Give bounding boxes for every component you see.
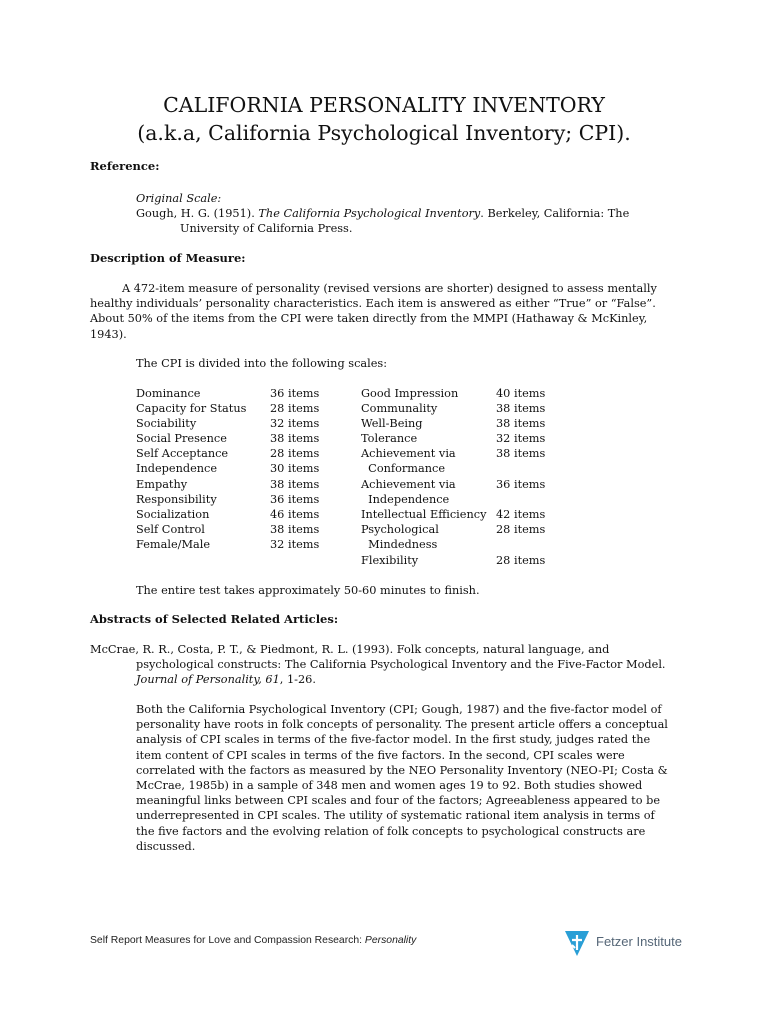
description-heading: Description of Measure: (90, 251, 246, 265)
original-scale-label: Original Scale: (136, 192, 222, 205)
footer-text (90, 935, 416, 946)
scale-name: Self Acceptance (136, 447, 229, 460)
scale-name-continued: Mindedness (361, 538, 438, 551)
scale-name: Intellectual Efficiency (361, 508, 487, 521)
scale-name: Good Impression (361, 387, 459, 400)
citation-publisher: . Berkeley, California: The (480, 207, 630, 220)
abstract-line: underrepresented in CPI scales. The utility of systematic rational item analysis in terms of (136, 809, 655, 823)
scale-name: Self Control (136, 523, 205, 536)
document-title-line1: CALIFORNIA PERSONALITY INVENTORY (163, 93, 605, 117)
journal-pages: , 1-26. (279, 673, 316, 686)
footer-topic: Personality (364, 935, 417, 946)
scale-items: 38 items (496, 417, 546, 430)
scale-items: 36 items (496, 478, 546, 491)
scale-name: Flexibility (361, 554, 419, 567)
scale-name: Achievement via (361, 447, 456, 460)
fetzer-logo-text: Fetzer Institute (596, 934, 682, 949)
description-line: About 50% of the items from the CPI were taken directly from the MMPI (Hathaway & McKinley, (90, 312, 648, 326)
document-title-line2: (a.k.a, California Psychological Inventory; CPI). (137, 121, 631, 145)
scales-intro: The CPI is divided into the following scales: (136, 357, 388, 370)
scale-items: 38 items (496, 447, 546, 460)
scale-items: 28 items (496, 523, 546, 536)
citation-title: The California Psychological Inventory (258, 207, 481, 220)
scale-name-continued: Conformance (361, 462, 446, 475)
scale-items: 38 items (270, 432, 320, 445)
abstract-line: meaningful links between CPI scales and four of the factors; Agreeableness appeared to be (136, 794, 661, 808)
reference-citation (136, 206, 629, 221)
scale-name: Sociability (136, 417, 197, 430)
abstract-line: McCrae, 1985b) in a sample of 348 men and women ages 19 to 92. Both studies showed (136, 779, 643, 793)
description-line: 1943). (90, 327, 127, 341)
abstract-line: personality have roots in folk concepts of personality. The present article offers a conceptual (136, 718, 668, 732)
citation-line2: University of California Press. (180, 222, 353, 235)
scale-items: 38 items (496, 402, 546, 415)
scale-name: Socialization (136, 508, 210, 521)
abstract-line: analysis of CPI scales in terms of the five-factor model. In the first study, judges rated the (136, 733, 651, 747)
scale-name: Empathy (136, 478, 188, 491)
scale-name: Female/Male (136, 538, 211, 551)
scale-items: 28 items (270, 402, 320, 415)
abstract-line: Both the California Psychological Inventory (CPI; Gough, 1987) and the five-factor model of (136, 703, 662, 716)
test-duration: The entire test takes approximately 50-60 minutes to finish. (136, 584, 480, 597)
scale-items: 28 items (270, 447, 320, 460)
scale-name: Responsibility (136, 493, 217, 506)
abstract-line: the five factors and the evolving relation of folk concepts to psychological constructs are (136, 824, 646, 838)
scale-name: Independence (136, 462, 218, 475)
journal-name: Journal of Personality, 61 (136, 673, 280, 686)
scale-name: Capacity for Status (136, 402, 247, 415)
scale-items: 30 items (270, 462, 320, 475)
scale-name: Tolerance (361, 432, 418, 445)
scale-items: 46 items (270, 508, 320, 521)
abstracts-heading: Abstracts of Selected Related Articles: (90, 612, 339, 626)
abstract-line: discussed. (136, 839, 196, 853)
abstract-line: item content of CPI scales in terms of the five factors. In the second, CPI scales were (136, 748, 625, 762)
article-citation-journal (136, 672, 316, 687)
scale-items: 40 items (496, 387, 546, 400)
scale-items: 42 items (496, 508, 546, 521)
scale-name: Social Presence (136, 432, 227, 445)
scale-name: Communality (361, 402, 438, 415)
abstract-paragraph (136, 702, 668, 854)
scale-name: Dominance (136, 387, 201, 400)
scale-items: 28 items (496, 554, 546, 567)
scale-items: 32 items (270, 538, 320, 551)
article-citation-line1: McCrae, R. R., Costa, P. T., & Piedmont, R. L. (1993). Folk concepts, natural language, and (90, 643, 610, 656)
footer-series: Self Report Measures for Love and Compassion Research: (90, 935, 365, 946)
scale-name: Psychological (361, 523, 439, 536)
abstract-line: correlated with the factors as measured by the NEO Personality Inventory (NEO-PI; Costa & (136, 763, 668, 777)
scale-items: 32 items (496, 432, 546, 445)
fetzer-logo-icon (562, 928, 592, 958)
citation-authors: Gough, H. G. (1951). (136, 207, 255, 220)
scale-items: 36 items (270, 387, 320, 400)
fetzer-logo (562, 928, 702, 956)
reference-heading: Reference: (90, 159, 160, 173)
description-line: A 472-item measure of personality (revised versions are shorter) designed to assess mentally (122, 282, 657, 295)
article-citation-line2: psychological constructs: The California Psychological Inventory and the Five-Factor Model. (136, 658, 666, 671)
scale-name: Achievement via (361, 478, 456, 491)
description-paragraph (90, 281, 700, 342)
description-line: healthy individuals’ personality characteristics. Each item is answered as either “True” or “False”. (90, 297, 656, 311)
scale-items: 38 items (270, 523, 320, 536)
scale-items: 32 items (270, 417, 320, 430)
scale-name: Well-Being (361, 417, 423, 430)
scale-items: 36 items (270, 493, 320, 506)
scale-items: 38 items (270, 478, 320, 491)
scale-name-continued: Independence (361, 493, 450, 506)
